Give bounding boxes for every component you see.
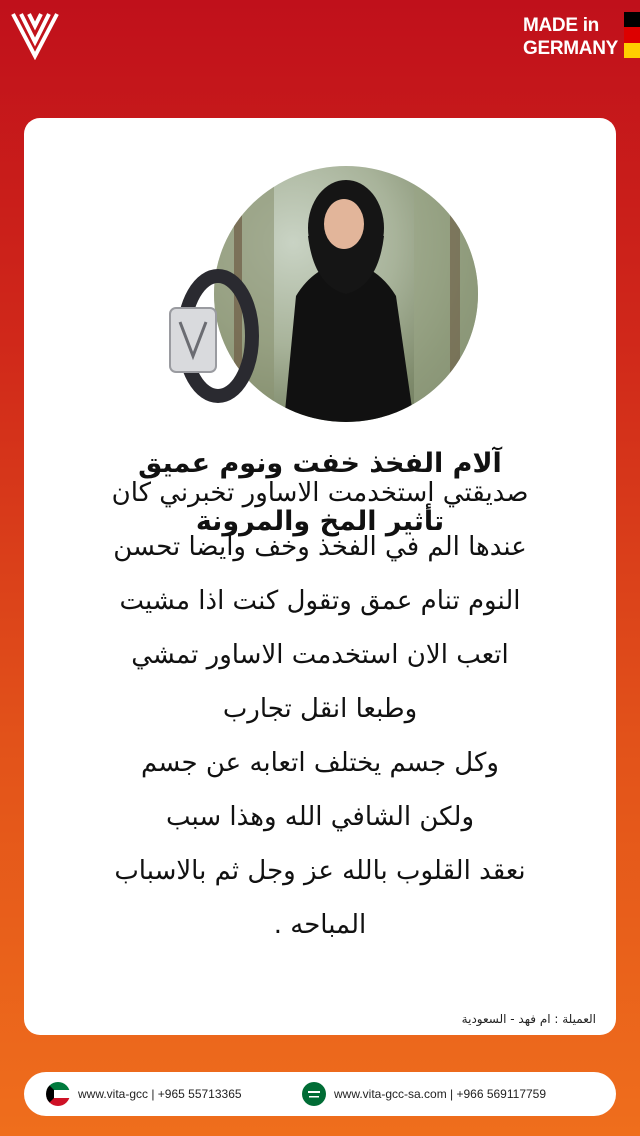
client-attribution: العميلة : ام فهد - السعودية — [461, 1012, 596, 1026]
headline-secondary: تأثير المخ والمرونة — [195, 506, 445, 537]
kuwait-contact[interactable] — [46, 1072, 242, 1116]
testimonial-line: اتعب الان استخدمت الاساور تمشي — [131, 640, 509, 670]
testimonial-text — [44, 466, 596, 952]
testimonial-line: عندها الم في الفخذ وخف وايضا تحسن — [113, 532, 527, 562]
testimonial-line: نعقد القلوب بالله عز وجل ثم بالاسباب — [114, 856, 526, 886]
testimonial-line: وطبعا انقل تجارب — [222, 694, 418, 724]
saudi-contact-text: www.vita-gcc-sa.com | +966 569117759 — [334, 1087, 547, 1101]
testimonial-line: ولكن الشافي الله وهذا سبب — [165, 802, 475, 832]
testimonial-line: صديقتي استخدمت الاساور تخبرني كان — [111, 478, 529, 508]
kuwait-contact-text: www.vita-gcc | +965 55713365 — [78, 1087, 242, 1101]
v-monogram-icon — [10, 8, 60, 60]
made-in-line2: GERMANY — [522, 38, 618, 59]
made-in-germany-badge — [523, 14, 618, 60]
saudi-contact[interactable] — [302, 1072, 546, 1116]
testimonial-line: المباحه . — [273, 910, 367, 940]
kuwait-flag-icon — [46, 1082, 70, 1106]
bracelet-product-icon — [162, 266, 262, 406]
saudi-flag-icon — [302, 1082, 326, 1106]
testimonial-line: وكل جسم يختلف اتعابه عن جسم — [141, 748, 499, 778]
headline-primary: آلام الفخذ خفت ونوم عميق — [138, 448, 502, 479]
contact-footer — [24, 1072, 616, 1116]
testimonial-line: النوم تنام عمق وتقول كنت اذا مشيت — [119, 586, 521, 616]
germany-flag-icon — [624, 12, 640, 58]
made-in-line1: MADE in — [522, 15, 599, 36]
